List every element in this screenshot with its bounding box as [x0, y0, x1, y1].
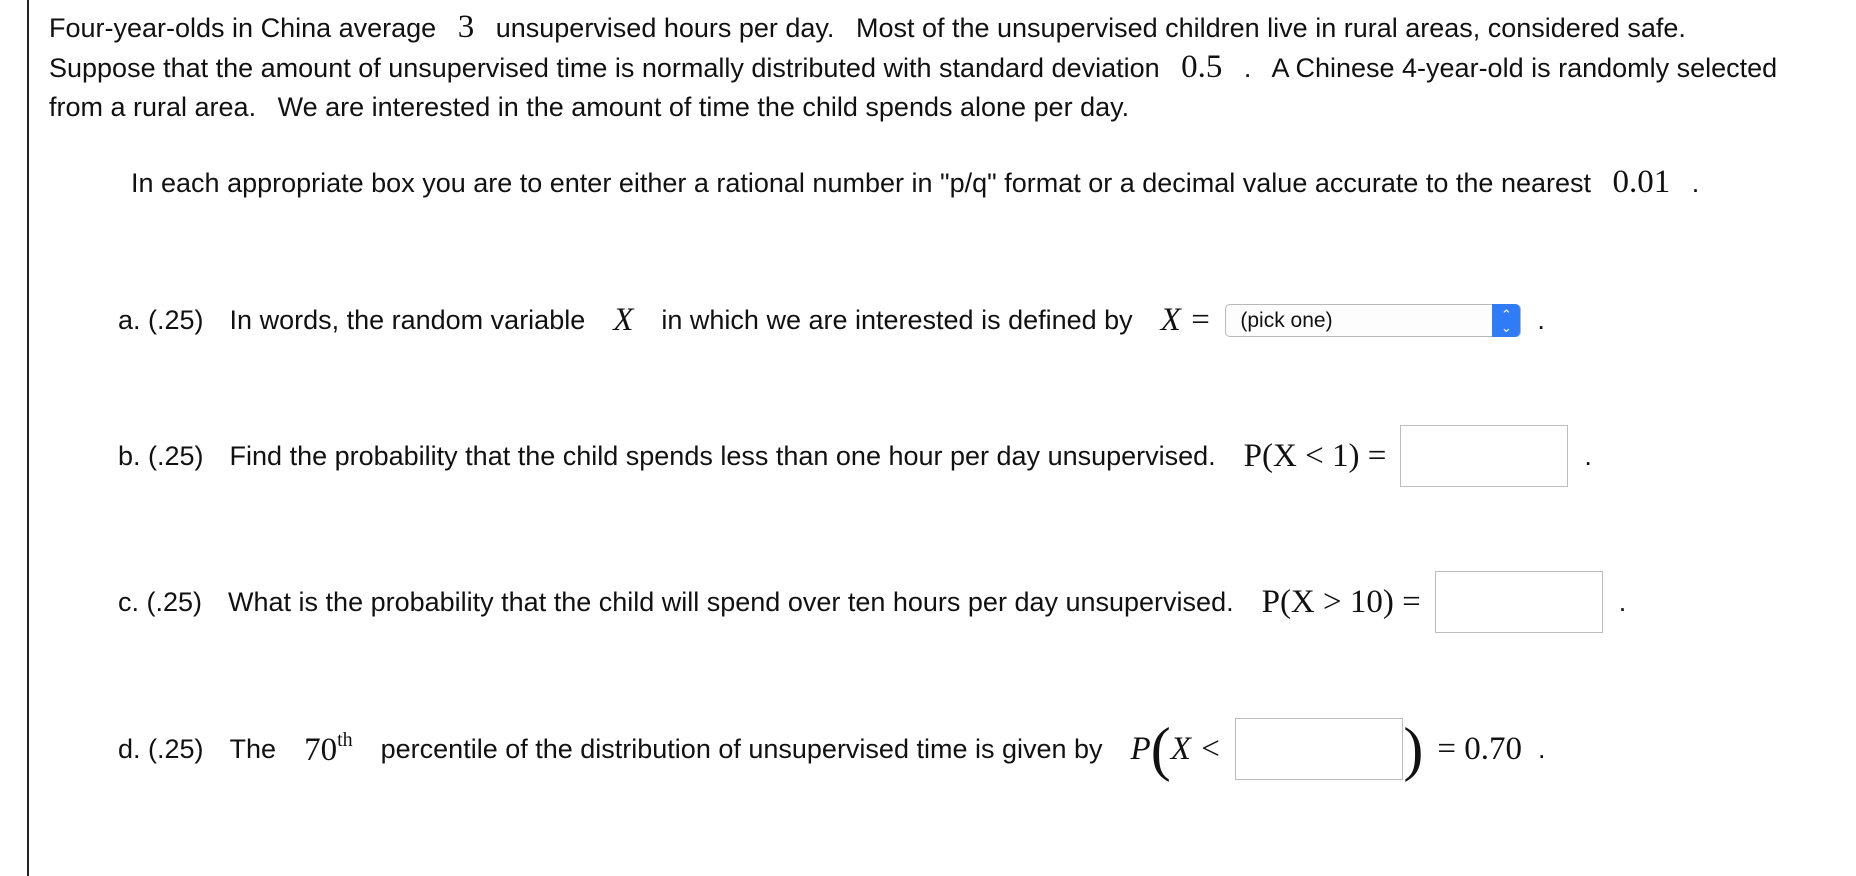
random-variable-select[interactable]	[1225, 304, 1521, 337]
intro-text: Suppose that the amount of unsupervised time is normally distributed with standard deviation	[49, 53, 1160, 83]
intro-line-3	[49, 88, 1849, 127]
question-text: in which we are interested is defined by	[661, 305, 1133, 335]
mean-value: 3	[457, 9, 475, 45]
intro-text: from a rural area.	[49, 92, 257, 122]
left-border-rule	[27, 0, 29, 876]
instructions-end: .	[1691, 168, 1700, 198]
answer-input-b[interactable]	[1400, 425, 1568, 487]
math-rhs: = 0.70	[1437, 730, 1522, 767]
question-text: percentile of the distribution of unsupervised time is given by	[380, 733, 1103, 764]
question-text: The	[229, 733, 277, 764]
intro-text: unsupervised hours per day.	[495, 13, 835, 43]
intro-text: We are interested in the amount of time the child spends alone per day.	[277, 92, 1130, 122]
question-label: b. (.25)	[118, 440, 204, 471]
question-label: c. (.25)	[118, 586, 203, 617]
question-label: d. (.25)	[118, 733, 204, 764]
answer-input-c[interactable]	[1435, 571, 1603, 633]
period: .	[1584, 440, 1592, 471]
question-d	[118, 718, 1546, 780]
instructions-text: In each appropriate box you are to enter either a rational number in "p/q" format or a decimal value accurate to the nearest	[131, 168, 1592, 198]
percentile-number: 70	[304, 732, 338, 768]
close-paren: )	[1403, 716, 1424, 782]
intro-text: A Chinese 4-year-old is randomly selected	[1271, 53, 1778, 83]
precision-value: 0.01	[1612, 164, 1671, 200]
math-lhs: X =	[1160, 302, 1212, 338]
intro-text: Most of the unsupervised children live in rural areas, considered safe.	[855, 13, 1686, 43]
ordinal-suffix: th	[337, 729, 353, 751]
question-b	[118, 425, 1592, 487]
math-p: P	[1130, 730, 1151, 767]
question-text: Find the probability that the child spends less than one hour per day unsupervised.	[229, 440, 1216, 471]
intro-line-1	[49, 8, 1849, 48]
problem-statement	[49, 8, 1849, 127]
math-x-less: X <	[1170, 730, 1222, 767]
percentile-value	[304, 729, 353, 769]
open-paren: (	[1150, 716, 1171, 782]
chevron-up-down-icon: ⌃ ⌄	[1492, 304, 1520, 337]
question-text: In words, the random variable	[229, 305, 586, 335]
variable-x: X	[613, 302, 634, 338]
math-expression: P(X > 10) =	[1261, 583, 1421, 620]
intro-line-2	[49, 48, 1849, 88]
period: .	[1618, 586, 1627, 617]
question-label: a. (.25)	[118, 305, 204, 335]
answer-input-d[interactable]	[1235, 718, 1403, 780]
intro-text: .	[1243, 53, 1252, 83]
select-value: (pick one)	[1240, 308, 1333, 332]
period: .	[1538, 733, 1546, 764]
question-a	[118, 302, 1545, 339]
question-text: What is the probability that the child will spend over ten hours per day unsupervised.	[228, 586, 1234, 617]
period: .	[1537, 305, 1545, 335]
instructions	[131, 162, 1699, 203]
intro-text: Four-year-olds in China average	[49, 13, 437, 43]
question-c	[118, 571, 1626, 633]
math-expression: P(X < 1) =	[1243, 437, 1387, 474]
std-dev-value: 0.5	[1181, 49, 1223, 85]
